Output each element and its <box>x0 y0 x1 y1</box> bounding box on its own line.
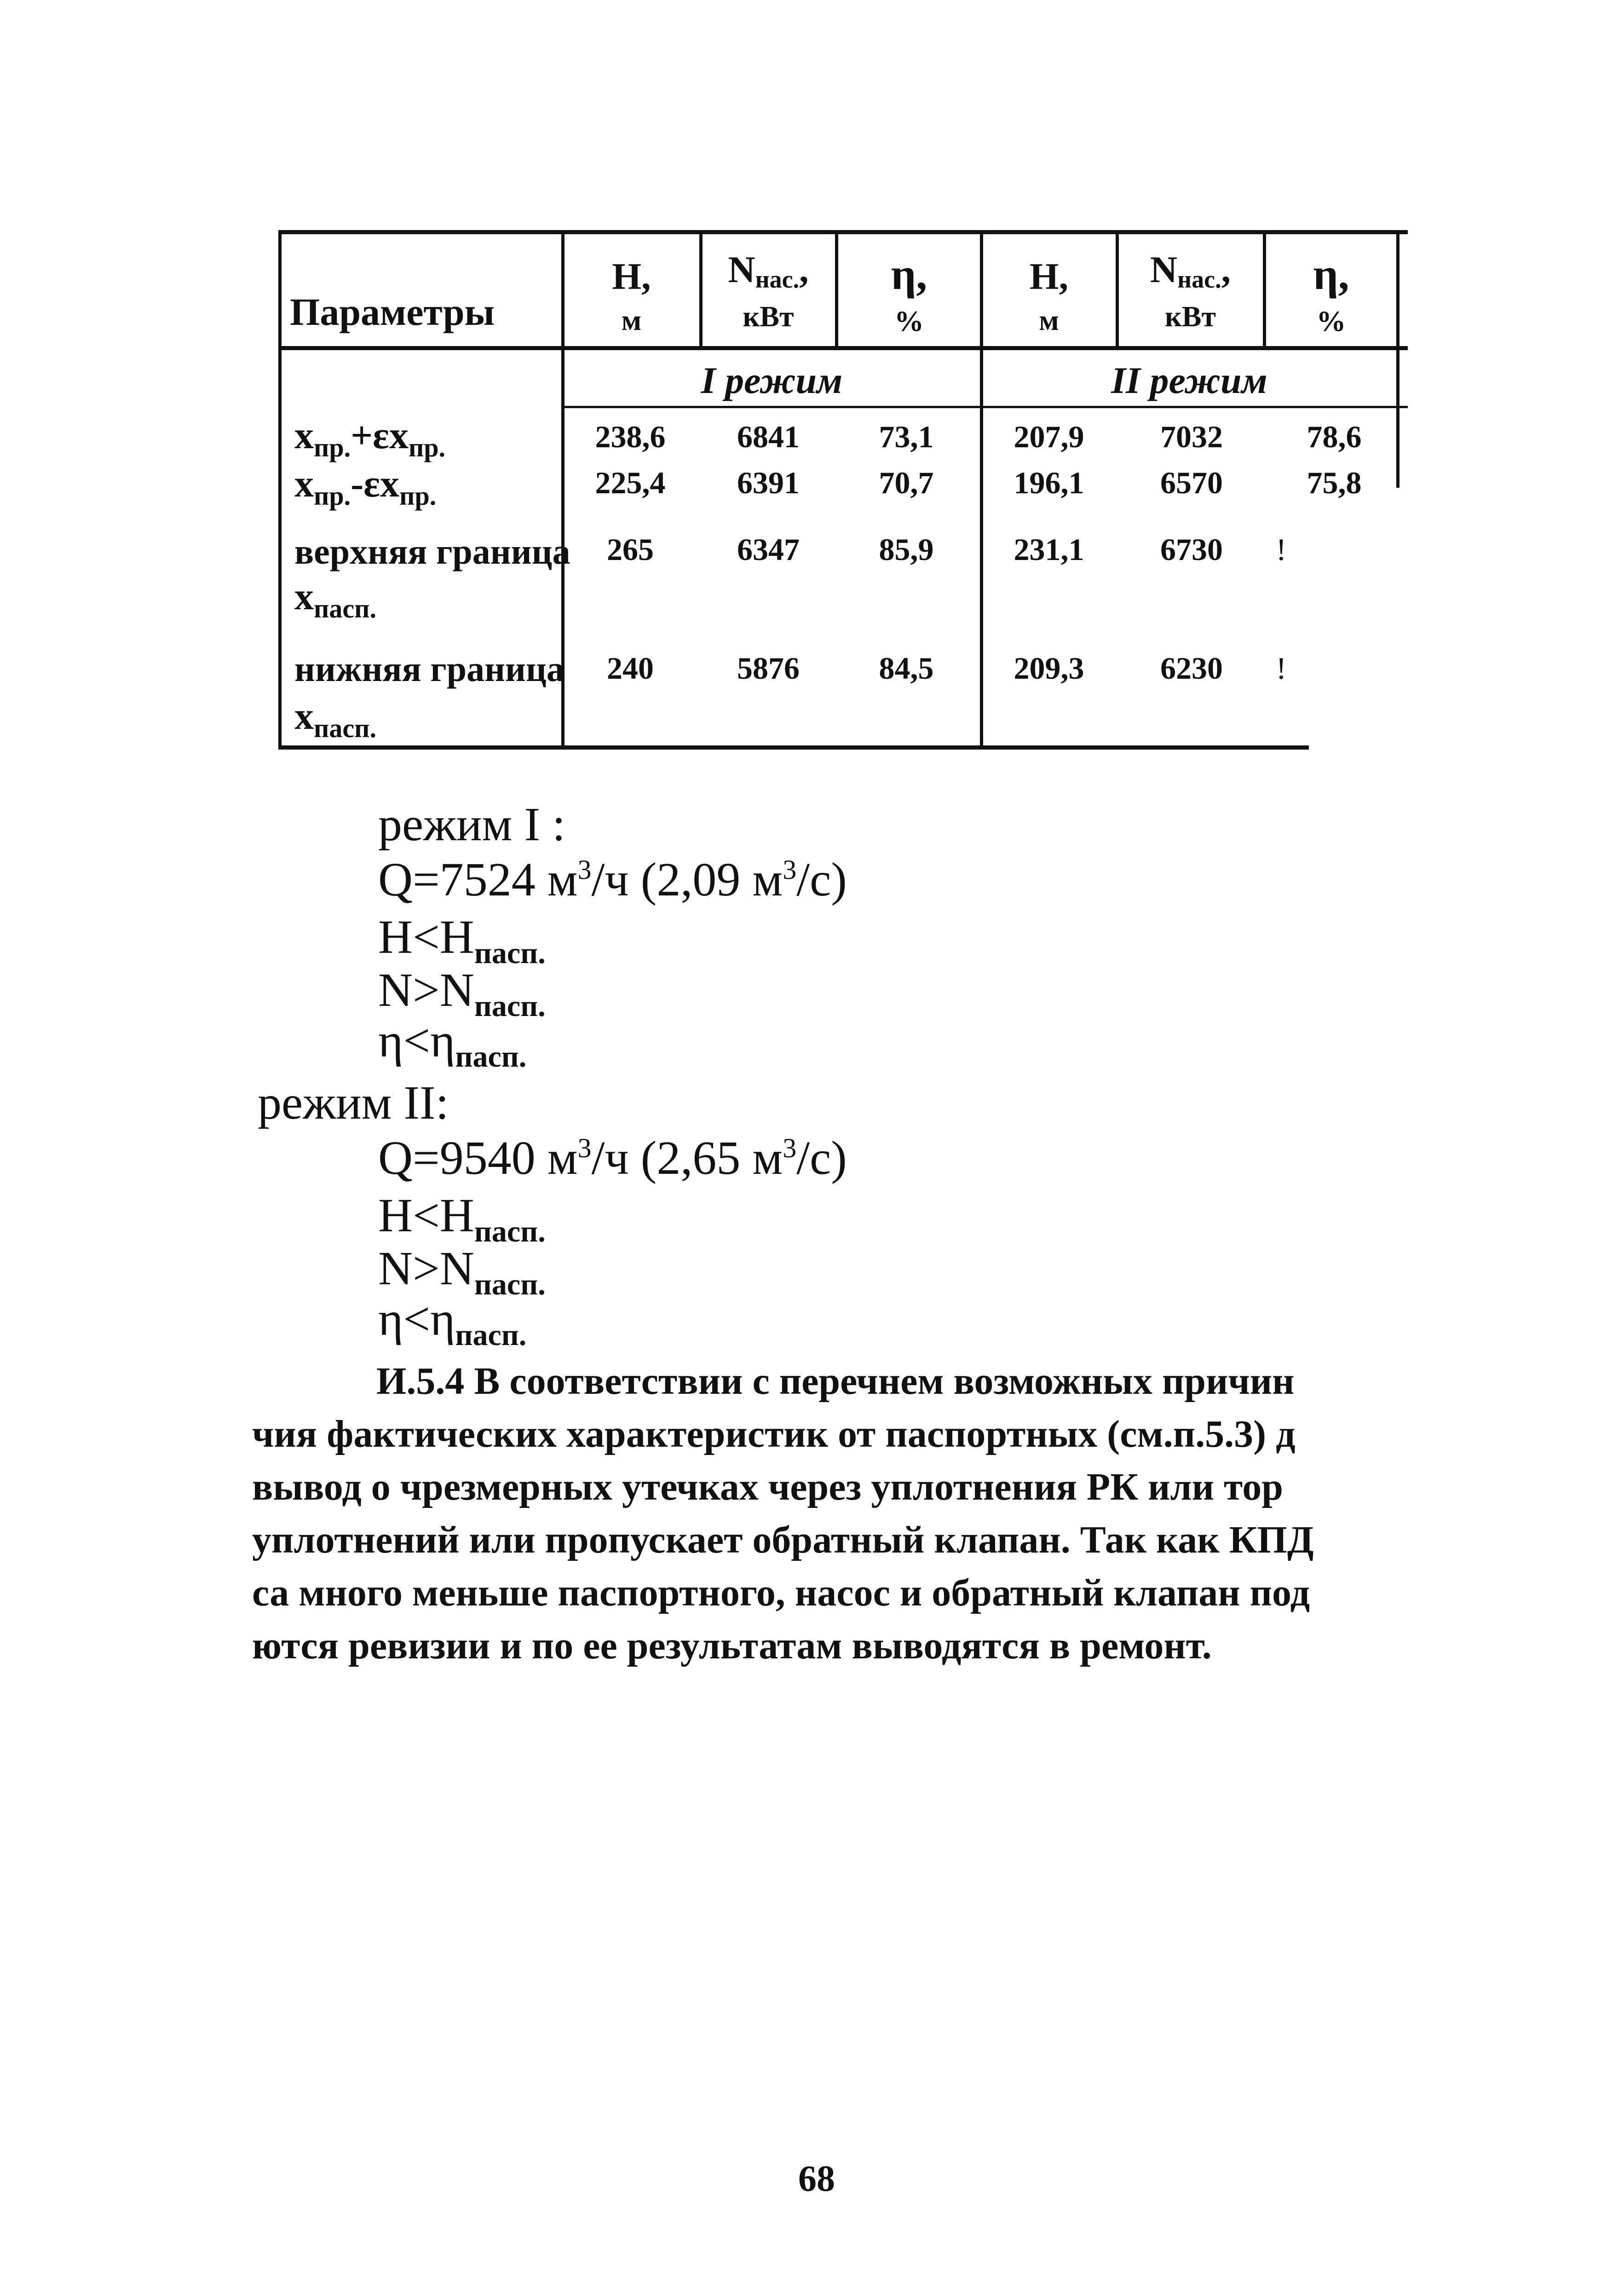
mode-2-head <box>378 1189 546 1248</box>
label-symbol: -εx <box>351 462 400 505</box>
inequality: η<η <box>378 1014 455 1067</box>
table-cell: 238,6 <box>595 419 666 454</box>
col-symbol: H, <box>1029 255 1069 297</box>
label-subscript: пасп. <box>314 594 377 624</box>
table-header-rule <box>278 346 1408 350</box>
paragraph-line: ются ревизии и по ее результатам выводятся в ремонт. <box>252 1624 1212 1667</box>
col-unit: % <box>1316 305 1346 337</box>
table-cell: 6391 <box>737 465 800 500</box>
mode-2-flow <box>378 1134 847 1182</box>
label-symbol: x <box>294 462 314 505</box>
table-cell: 240 <box>607 651 654 686</box>
table-cell: 6570 <box>1160 465 1223 500</box>
inequality: N>N <box>378 1242 474 1295</box>
flow-text: Q=7524 м <box>378 853 578 906</box>
inequality-sub: пасп. <box>455 1318 527 1352</box>
table-cell-cut: ! <box>1276 532 1287 567</box>
paragraph-line: вывод о чрезмерных утечках через уплотнения РК или тор <box>252 1466 1283 1508</box>
mode-1-title: режим I : <box>378 798 566 851</box>
inequality-sub: пасп. <box>455 1040 527 1074</box>
col-header-n2 <box>1118 248 1263 333</box>
table-cell: 5876 <box>737 651 800 686</box>
col-unit: м <box>1039 304 1059 336</box>
flow-sup: 3 <box>577 854 592 885</box>
row-label-4 <box>294 651 564 687</box>
col-header-eta1 <box>838 249 980 337</box>
table-cell: 6730 <box>1160 532 1223 567</box>
table-col-divider-6 <box>1263 230 1266 348</box>
mode-2-efficiency <box>378 1295 526 1351</box>
col-subscript: нас. <box>755 266 800 293</box>
mode-2-power <box>378 1242 546 1301</box>
table-cell: 225,4 <box>595 465 666 500</box>
col-suffix: , <box>1221 248 1231 290</box>
table-bottom-rule <box>278 745 1309 750</box>
label-subscript: пасп. <box>314 713 377 743</box>
flow-text: /с) <box>796 853 847 906</box>
label-subscript: пр. <box>408 433 446 462</box>
col-unit: м <box>621 304 642 336</box>
inequality: η<η <box>378 1293 455 1345</box>
table-cell-cut: ! <box>1276 651 1287 686</box>
paragraph-line: уплотнений или пропускает обратный клапан. Так как КПД <box>252 1518 1314 1561</box>
inequality: H<H <box>378 911 474 964</box>
col-unit: % <box>894 305 924 337</box>
parameters-table <box>0 0 1624 782</box>
col-subscript: нас. <box>1177 266 1221 293</box>
table-cell: 6347 <box>737 532 800 567</box>
table-cell: 70,7 <box>879 465 934 500</box>
row-label-3-symbol <box>294 577 376 622</box>
col-unit: кВт <box>1165 300 1216 333</box>
table-cell: 84,5 <box>879 651 934 686</box>
mode-1-efficiency <box>378 1014 527 1074</box>
col-symbol: N <box>1150 248 1178 290</box>
table-cell: 78,6 <box>1307 419 1362 454</box>
col-header-h2 <box>982 255 1116 336</box>
col-suffix: , <box>799 248 809 290</box>
flow-text: /ч (2,09 м <box>591 853 783 906</box>
mode-1-label: I режим <box>701 359 843 401</box>
mode-1-power <box>378 966 546 1022</box>
label-text: верхняя граница <box>294 531 570 572</box>
flow-text: Q=9540 м <box>378 1132 578 1184</box>
label-subscript: пр. <box>399 481 437 511</box>
table-cell: 6230 <box>1160 651 1223 686</box>
flow-text: /с) <box>796 1132 847 1184</box>
inequality: H<H <box>378 1189 474 1242</box>
table-cell: 75,8 <box>1307 465 1362 500</box>
table-cell: 209,3 <box>1014 651 1084 686</box>
col-symbol: N <box>728 248 755 290</box>
table-mode-rule <box>564 406 1408 408</box>
table-cell: 207,9 <box>1014 419 1084 454</box>
label-symbol: +εx <box>351 414 409 457</box>
label-subscript: пр. <box>314 481 351 511</box>
label-text: нижняя граница <box>294 649 564 689</box>
flow-text: /ч (2,65 м <box>591 1132 783 1184</box>
flow-sup: 3 <box>783 854 797 885</box>
conclusion-paragraph <box>252 1362 1338 1684</box>
table-cell: 196,1 <box>1014 465 1084 500</box>
mode-2-label: II режим <box>1111 359 1267 401</box>
inequality-sub: пасп. <box>474 936 546 970</box>
paragraph-line: И.5.4 В соответствии с перечнем возможных причин <box>376 1362 1295 1403</box>
label-symbol: x <box>294 414 314 457</box>
table-cell: 7032 <box>1160 419 1223 454</box>
row-label-2 <box>294 462 437 511</box>
table-cell: 265 <box>607 532 654 567</box>
col-header-n1 <box>702 248 835 333</box>
col-header-eta2 <box>1266 249 1396 337</box>
params-header: Параметры <box>290 291 495 334</box>
row-label-1 <box>294 416 445 461</box>
inequality-sub: пасп. <box>474 1215 546 1248</box>
table-cell: 6841 <box>737 419 800 454</box>
page-number: 68 <box>798 2159 835 2199</box>
inequality: N>N <box>378 964 474 1016</box>
flow-sup: 3 <box>577 1133 592 1163</box>
col-header-h1 <box>564 255 699 336</box>
paragraph-line: са много меньше паспортного, насос и обратный клапан под <box>252 1571 1310 1614</box>
inequality-sub: пасп. <box>474 989 546 1023</box>
row-label-3 <box>294 531 570 572</box>
flow-sup: 3 <box>783 1133 797 1163</box>
table-right-border <box>1396 230 1399 488</box>
table-cell: 85,9 <box>879 532 934 567</box>
col-unit: кВт <box>743 300 794 333</box>
inequality-sub: пасп. <box>474 1268 546 1301</box>
row-label-4-symbol <box>294 697 376 742</box>
table-top-rule <box>278 230 1408 234</box>
paragraph-line: чия фактических характеристик от паспортных (см.п.5.3) д <box>252 1413 1296 1455</box>
mode-1-flow <box>378 853 847 906</box>
label-subscript: пр. <box>314 433 351 462</box>
table-cell: 73,1 <box>879 419 934 454</box>
label-symbol: x <box>294 695 314 738</box>
col-symbol: H, <box>612 255 651 297</box>
label-symbol: x <box>294 575 314 618</box>
table-col-divider-3 <box>835 230 838 348</box>
col-symbol: η, <box>891 249 927 299</box>
mode-2-title: режим II: <box>258 1076 449 1129</box>
mode-1-head <box>378 913 546 969</box>
table-cell: 231,1 <box>1014 532 1084 567</box>
table-left-border <box>278 230 282 748</box>
col-symbol: η, <box>1313 249 1349 299</box>
